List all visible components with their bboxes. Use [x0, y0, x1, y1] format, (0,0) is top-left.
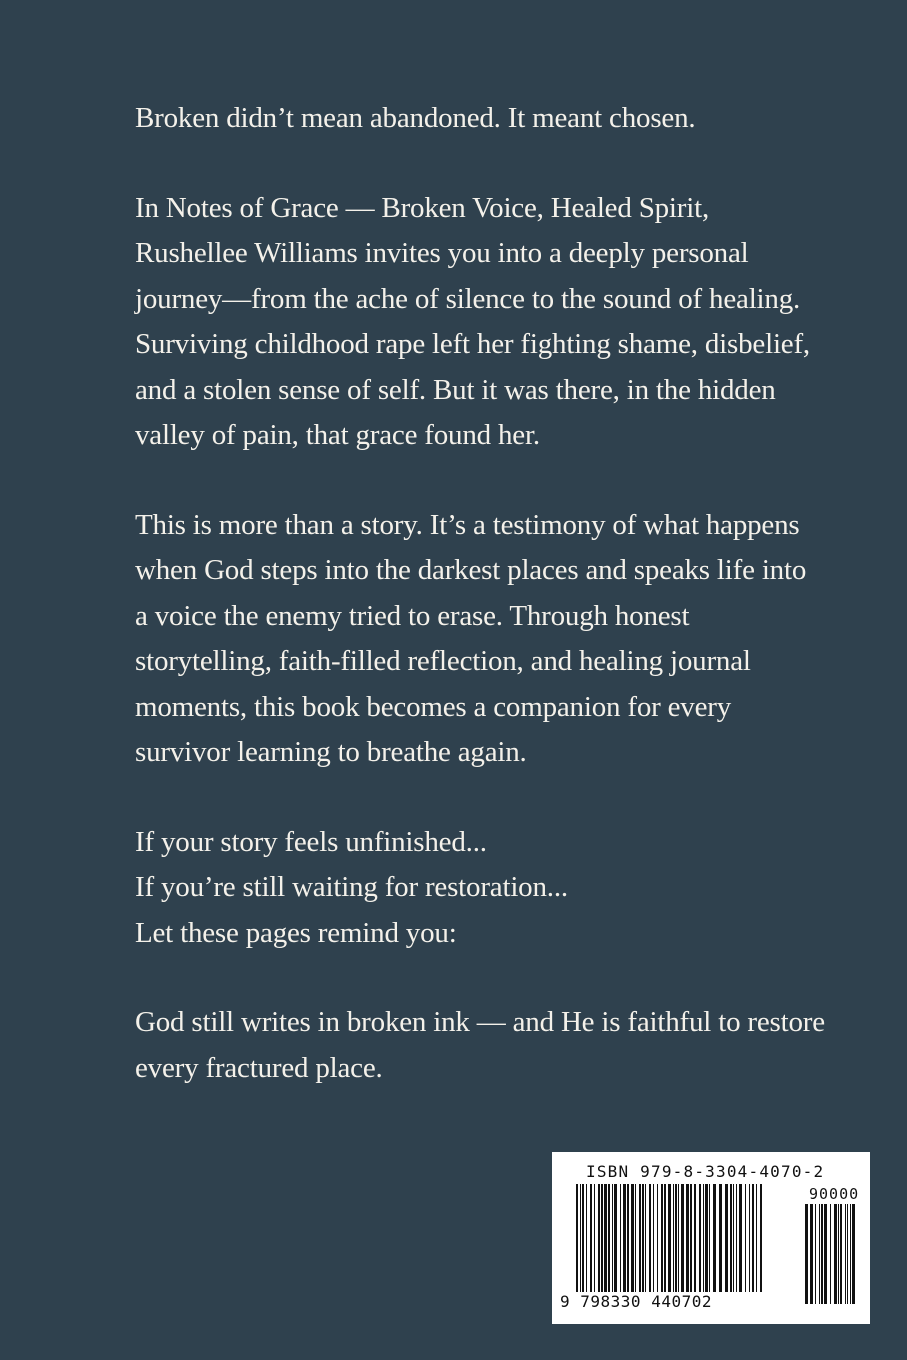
barcode-bar: [821, 1204, 823, 1304]
barcode-bar: [657, 1184, 658, 1292]
barcode-bar: [834, 1204, 837, 1304]
barcode-bar: [819, 1204, 820, 1304]
barcode-bar: [805, 1204, 808, 1304]
barcode-bar: [752, 1184, 754, 1292]
barcode-bar: [582, 1184, 584, 1292]
blurb-hook: Broken didn’t mean abandoned. It meant chosen.: [135, 102, 696, 134]
barcode-bar: [745, 1184, 746, 1292]
barcode-bar: [690, 1184, 692, 1292]
barcode-bar: [661, 1184, 663, 1292]
barcode-bar: [590, 1184, 592, 1292]
barcode-bar: [815, 1204, 816, 1304]
ean-barcode-bars: [574, 1184, 766, 1304]
barcode-bar: [586, 1184, 587, 1292]
blurb-closing: God still writes in broken ink — and He is faithful to restore every fractured place.: [135, 1006, 825, 1084]
barcode-bar: [614, 1184, 617, 1292]
back-cover-blurb: [135, 96, 825, 1091]
barcode-bar: [668, 1184, 671, 1292]
barcode-bar: [623, 1184, 626, 1292]
barcode-bar: [612, 1184, 613, 1292]
barcode-bar: [713, 1184, 716, 1292]
barcode-bar: [678, 1184, 679, 1292]
barcode-bar: [838, 1204, 839, 1304]
barcode-bar: [850, 1204, 851, 1304]
barcode-bar: [709, 1184, 710, 1292]
barcode-bar: [810, 1204, 813, 1304]
barcode-bar: [705, 1184, 708, 1292]
blurb-testimony: This is more than a story. It’s a testimony of what happens when God steps into the darkest places and speaks life into a voice the enemy tried to erase. Through honest storytelling, faith-filled reflection, and healing journal moments, this book becomes a companion for every survivor learning to breathe again.: [135, 508, 807, 768]
barcode-bar: [699, 1184, 701, 1292]
barcode-bar: [686, 1184, 689, 1292]
barcode-bar: [681, 1184, 684, 1292]
isbn-label: ISBN 979-8-3304-4070-2: [586, 1162, 825, 1181]
isbn-barcode: [552, 1152, 870, 1324]
barcode-bar: [664, 1184, 666, 1292]
barcode-bar: [639, 1184, 641, 1292]
barcode-bar: [824, 1204, 827, 1304]
barcode-bar: [635, 1184, 636, 1292]
barcode-bar: [608, 1184, 610, 1292]
barcode-bar: [576, 1184, 578, 1292]
ean-digits: 9 798330 440702: [560, 1292, 712, 1311]
barcode-bar: [845, 1204, 846, 1304]
barcode-bar: [760, 1184, 762, 1292]
barcode-bar: [694, 1184, 696, 1292]
addon-barcode-bars: [803, 1204, 859, 1304]
barcode-bar: [631, 1184, 634, 1292]
barcode-bar: [847, 1204, 848, 1304]
barcode-bar: [756, 1184, 757, 1292]
blurb-summary: In Notes of Grace — Broken Voice, Healed Spirit, Rushellee Williams invites you into a deeply personal journey—from the ache of silence to the sound of healing. Surviving childhood rape left her fighting shame, disbelief, and a stolen sense of self. But it was there, in the hidden valley of pain, that grace found her.: [135, 191, 810, 451]
barcode-bar: [673, 1184, 674, 1292]
barcode-bar: [620, 1184, 621, 1292]
barcode-bar: [730, 1184, 732, 1292]
barcode-bar: [594, 1184, 595, 1292]
barcode-bar: [733, 1184, 734, 1292]
blurb-invitation: If your story feels unfinished... If you’re still waiting for restoration... Let these pages remind you:: [135, 825, 568, 949]
price-code: 90000: [809, 1185, 860, 1203]
barcode-bar: [739, 1184, 742, 1292]
barcode-bar: [719, 1184, 722, 1292]
barcode-bar: [649, 1184, 651, 1292]
barcode-bar: [627, 1184, 629, 1292]
barcode-bar: [642, 1184, 644, 1292]
barcode-bar: [725, 1184, 728, 1292]
barcode-bar: [604, 1184, 607, 1292]
barcode-bar: [840, 1204, 842, 1304]
barcode-bar: [675, 1184, 677, 1292]
barcode-bar: [703, 1184, 704, 1292]
barcode-bar: [736, 1184, 737, 1292]
barcode-bar: [645, 1184, 646, 1292]
barcode-bar: [601, 1184, 603, 1292]
barcode-bar: [653, 1184, 654, 1292]
barcode-bar: [830, 1204, 831, 1304]
barcode-bar: [598, 1184, 600, 1292]
barcode-bar: [749, 1184, 750, 1292]
barcode-bar: [852, 1204, 855, 1304]
barcode-bar: [580, 1184, 581, 1292]
